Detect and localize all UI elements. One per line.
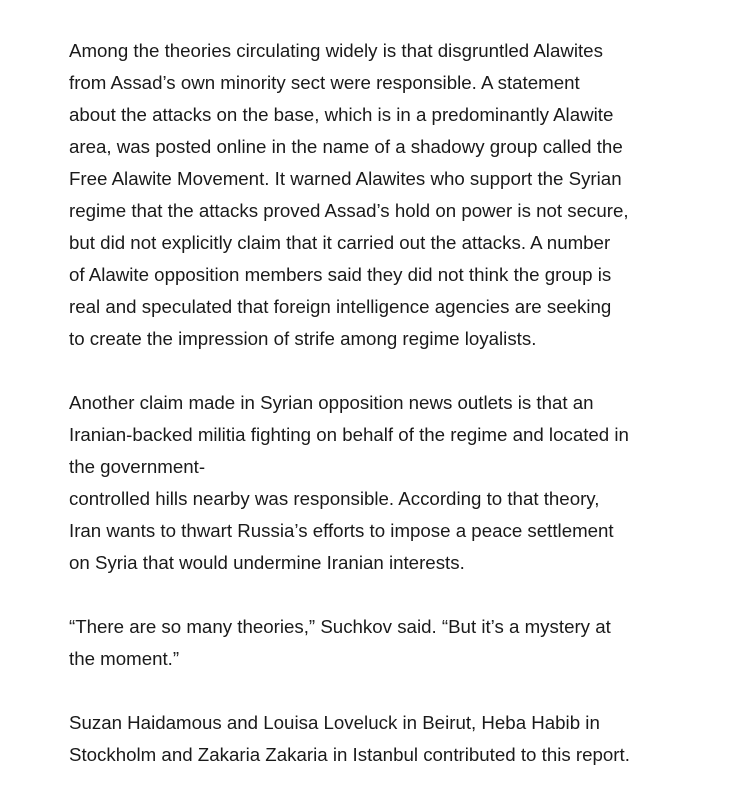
text-line: but did not explicitly claim that it carried out the attacks. A number (69, 232, 611, 253)
text-line: Free Alawite Movement. It warned Alawites who support the Syrian (69, 168, 622, 189)
text-line: from Assad’s own minority sect were responsible. A statement (69, 72, 580, 93)
text-line: Iranian-backed militia fighting on behalf of the regime and located in (69, 424, 629, 445)
text-line: the government- (69, 456, 206, 477)
text-line: the moment.” (69, 648, 180, 669)
text-line: real and speculated that foreign intelligence agencies are seeking (69, 296, 612, 317)
text-line: Iran wants to thwart Russia’s efforts to impose a peace settlement (69, 520, 614, 541)
text-line: Stockholm and Zakaria Zakaria in Istanbul contributed to this report. (69, 744, 630, 765)
text-line: regime that the attacks proved Assad’s hold on power is not secure, (69, 200, 629, 221)
text-line: of Alawite opposition members said they did not think the group is (69, 264, 612, 285)
text-line: to create the impression of strife among regime loyalists. (69, 328, 537, 349)
article-body (69, 35, 709, 803)
text-line: “There are so many theories,” Suchkov said. “But it’s a mystery at (69, 616, 611, 637)
text-line: Among the theories circulating widely is that disgruntled Alawites (69, 40, 603, 61)
paragraph-contributors (69, 707, 709, 771)
paragraph-suchkov-quote (69, 611, 709, 675)
text-line: about the attacks on the base, which is in a predominantly Alawite (69, 104, 614, 125)
text-line: Suzan Haidamous and Louisa Loveluck in Beirut, Heba Habib in (69, 712, 600, 733)
text-line: Another claim made in Syrian opposition news outlets is that an (69, 392, 594, 413)
text-line: controlled hills nearby was responsible. According to that theory, (69, 488, 600, 509)
text-line: on Syria that would undermine Iranian interests. (69, 552, 465, 573)
paragraph-iranian-militia-theory (69, 387, 709, 579)
text-line: area, was posted online in the name of a shadowy group called the (69, 136, 623, 157)
paragraph-alawite-theory (69, 35, 709, 355)
